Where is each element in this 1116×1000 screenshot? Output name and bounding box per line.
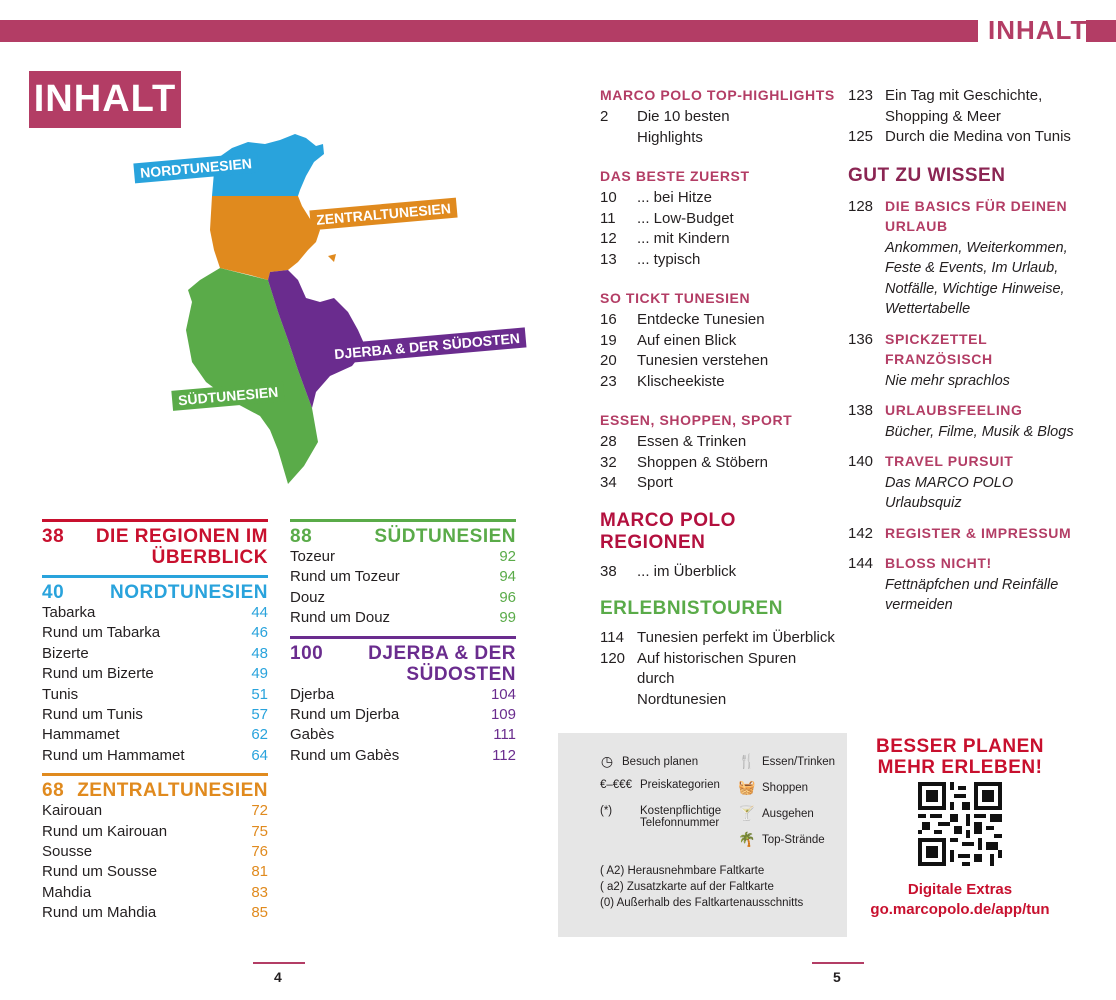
toc-entry[interactable]: Rund um Gabès: [290, 746, 400, 764]
promo-heading: BESSER PLANEN MEHR ERLEBEN!: [875, 736, 1045, 778]
running-head: INHALT: [988, 15, 1088, 45]
promo-extras: Digitale Extras: [907, 881, 1013, 898]
toc-page: 46: [251, 624, 268, 642]
toc-page: 44: [251, 604, 268, 621]
toc-page: 76: [251, 843, 268, 861]
group-page: 40: [42, 582, 65, 603]
toc-entry[interactable]: Mahdia: [42, 883, 92, 901]
toc-entry[interactable]: ... bei Hitze: [637, 189, 713, 206]
page-number-right: 5: [833, 969, 841, 985]
map-label-zentral: ZENTRALTUNESIEN: [309, 198, 457, 231]
section-title: MARCO POLO REGIONEN: [600, 509, 736, 553]
toc-entry[interactable]: Rund um Douz: [290, 609, 391, 627]
toc-page: 16: [600, 311, 617, 328]
toc-entry[interactable]: ... typisch: [637, 250, 701, 268]
toc-entry[interactable]: Sousse: [42, 843, 93, 861]
basket-icon: 🧺: [738, 779, 756, 795]
footer-rule-left: [253, 962, 305, 964]
section-title: DAS BESTE ZUERST: [600, 168, 750, 184]
toc-entry[interactable]: URLAUBSFEELING Bücher, Filme, Musik & Blogs: [885, 402, 1074, 440]
footer-rule-right: [812, 962, 864, 964]
toc-page: 85: [251, 904, 268, 922]
group-title: NORDTUNESIEN: [109, 582, 268, 603]
map-label-djerba: DJERBA & DER SÜDOSTEN: [328, 327, 527, 364]
toc-page: 99: [499, 609, 516, 627]
toc-page: 38: [600, 562, 617, 580]
map-label-nord: NORDTUNESIEN: [133, 153, 258, 184]
toc-entry[interactable]: Tabarka: [42, 604, 96, 621]
toc-page: 28: [600, 433, 617, 450]
divider: [42, 519, 268, 522]
toc-page: 120: [600, 649, 626, 667]
toc-entry[interactable]: Rund um Djerba: [290, 706, 400, 724]
toc-entry[interactable]: Shoppen & Stöbern: [637, 453, 768, 471]
toc-page: 51: [251, 685, 268, 703]
toc-entry[interactable]: Ein Tag mit Geschichte, Shopping & Meer: [885, 87, 1043, 125]
toc-entry[interactable]: ... mit Kindern: [637, 230, 730, 247]
toc-entry[interactable]: Tunesien perfekt im Überblick: [637, 629, 835, 646]
toc-page: 104: [490, 685, 516, 703]
map-label-sued: SÜDTUNESIEN: [171, 381, 285, 411]
legend-text: Kostenpflichtige Telefonnummer: [640, 805, 722, 829]
legend-notes: ( A2) Herausnehmbare Faltkarte ( a2) Zusatzkarte auf der Faltkarte (0) Außerhalb des Faltkartenausschnitts: [600, 865, 804, 909]
toc-page: 111: [493, 726, 516, 744]
toc-page: 138: [848, 402, 874, 419]
toc-page: 13: [600, 250, 617, 268]
legend-symbol: €–€€€: [600, 779, 632, 791]
toc-entry[interactable]: BLOSS NICHT! Fettnäpfchen und Reinfälle vermeiden: [885, 555, 1059, 613]
tunisia-map: [120, 130, 510, 490]
toc-entry[interactable]: Rund um Hammamet: [42, 746, 185, 764]
cocktail-icon: 🍸: [738, 805, 756, 821]
toc-page: 48: [251, 644, 268, 662]
section-title: SO TICKT TUNESIEN: [600, 290, 751, 306]
toc-entry[interactable]: Tunis: [42, 685, 79, 703]
toc-entry[interactable]: Auf historischen Spuren durch Nordtunesien: [637, 649, 797, 708]
legend-text: Preiskategorien: [640, 779, 720, 791]
toc-entry[interactable]: Hammamet: [42, 726, 120, 744]
divider: [290, 636, 516, 639]
group-title: ZENTRALTUNESIEN: [77, 780, 268, 802]
group-page: 88: [290, 526, 313, 547]
palm-icon: 🌴: [738, 831, 756, 847]
toc-entry[interactable]: Klischeekiste: [637, 372, 725, 390]
toc-entry[interactable]: ... Low-Budget: [637, 209, 734, 227]
toc-page: 32: [600, 453, 617, 471]
group-title: DIE REGIONEN IM ÜBERBLICK: [95, 526, 268, 568]
toc-page: 109: [490, 706, 516, 724]
toc-page: 94: [499, 568, 516, 586]
group-page: 100: [290, 642, 324, 664]
toc-entry[interactable]: Essen & Trinken: [637, 433, 747, 450]
group-page: 38: [42, 526, 65, 547]
page-number-left: 4: [274, 969, 282, 985]
toc-page: 123: [848, 87, 874, 104]
toc-entry[interactable]: Rund um Tozeur: [290, 568, 400, 586]
toc-page: 49: [251, 665, 268, 683]
qr-code[interactable]: [918, 782, 1002, 866]
toc-group-sued: [290, 519, 516, 629]
toc-entry[interactable]: Entdecke Tunesien: [637, 311, 765, 328]
promo-url[interactable]: go.marcopolo.de/app/tun: [870, 901, 1050, 918]
toc-column-regions-1: [42, 519, 268, 931]
toc-page: 34: [600, 474, 617, 491]
toc-entry[interactable]: Auf einen Blick: [637, 331, 737, 349]
toc-entry[interactable]: Rund um Sousse: [42, 863, 158, 881]
toc-page: 20: [600, 352, 617, 369]
toc-group-nord: [42, 575, 268, 766]
toc-page: 136: [848, 330, 874, 348]
toc-page: 140: [848, 453, 874, 470]
group-title: SÜDTUNESIEN: [374, 526, 516, 547]
toc-page: 23: [600, 372, 617, 390]
section-title: GUT ZU WISSEN: [848, 164, 1006, 186]
toc-entry[interactable]: Kairouan: [42, 802, 103, 820]
toc-entry[interactable]: Sport: [637, 474, 673, 491]
toc-page: 83: [251, 883, 268, 901]
toc-page: 81: [251, 863, 268, 881]
map-region-zentral: [210, 196, 320, 280]
toc-page: 62: [251, 726, 268, 744]
divider: [290, 519, 516, 522]
group-title: DJERBA & DER SÜDOSTEN: [368, 642, 516, 685]
toc-page: 57: [251, 706, 268, 724]
toc-entry[interactable]: Djerba: [290, 685, 335, 703]
toc-page: 112: [492, 746, 516, 764]
legend-box: [558, 733, 847, 937]
toc-page: 64: [251, 746, 268, 764]
toc-page: 12: [600, 230, 617, 247]
divider: [42, 575, 268, 578]
toc-page: 96: [499, 588, 516, 606]
toc-column-sections: [600, 86, 835, 710]
divider: [42, 773, 268, 776]
toc-page: 125: [848, 128, 874, 145]
legend-text: Essen/Trinken: [762, 755, 836, 768]
toc-column-info: [848, 86, 1088, 616]
toc-page: 2: [600, 108, 609, 125]
legend-text: Shoppen: [762, 781, 809, 794]
toc-group-djerba: [290, 636, 516, 767]
legend-symbol: (*): [600, 805, 613, 817]
toc-group-zentral: [42, 773, 268, 923]
toc-entry[interactable]: Douz: [290, 588, 326, 606]
section-title: ERLEBNISTOUREN: [600, 598, 783, 619]
toc-page: 144: [848, 555, 874, 572]
promo-footer: [850, 880, 1070, 920]
toc-page: 92: [499, 548, 516, 565]
toc-page: 11: [600, 209, 616, 227]
toc-entry[interactable]: Tunesien verstehen: [637, 352, 769, 369]
toc-entry[interactable]: Gabès: [290, 726, 335, 744]
page-title: INHALT: [29, 71, 181, 128]
toc-entry[interactable]: Durch die Medina von Tunis: [885, 128, 1071, 145]
legend-text: Besuch planen: [622, 755, 699, 768]
toc-page: 10: [600, 189, 617, 206]
toc-entry[interactable]: TRAVEL PURSUIT Das MARCO POLO Urlaubsquiz: [885, 453, 1014, 511]
legend-text: Ausgehen: [762, 807, 814, 820]
toc-column-regions-2: [290, 519, 516, 773]
toc-page: 72: [251, 802, 268, 820]
toc-entry[interactable]: Tozeur: [290, 548, 336, 565]
toc-page: 75: [251, 822, 268, 840]
toc-page: 128: [848, 197, 874, 215]
toc-entry[interactable]: Rund um Tabarka: [42, 624, 161, 642]
toc-entry[interactable]: Bizerte: [42, 644, 89, 662]
toc-entry[interactable]: SPICKZETTEL FRANZÖSISCH Nie mehr sprachlos: [885, 330, 1010, 389]
toc-entry[interactable]: Rund um Mahdia: [42, 904, 157, 922]
header-bar-end: [1086, 20, 1116, 42]
toc-page: 114: [600, 629, 624, 646]
header-bar: [0, 20, 978, 42]
section-title: MARCO POLO TOP-HIGHLIGHTS: [600, 87, 835, 103]
section-title: ESSEN, SHOPPEN, SPORT: [600, 412, 793, 428]
toc-group-ueberblick: [42, 519, 268, 568]
toc-entry[interactable]: Rund um Bizerte: [42, 665, 154, 683]
toc-entry[interactable]: Die 10 besten Highlights: [637, 108, 730, 146]
group-page: 68: [42, 780, 65, 802]
clock-icon: ◷: [600, 753, 614, 769]
toc-page: 142: [848, 524, 874, 542]
toc-entry[interactable]: DIE BASICS FÜR DEINEN URLAUB Ankommen, Weiterkommen, Feste & Events, Im Urlaub, Notfälle, Wichtige Hinweise, Wettertabelle: [885, 197, 1068, 317]
toc-entry[interactable]: REGISTER & IMPRESSUM: [885, 524, 1072, 541]
legend-text: Top-Strände: [762, 833, 825, 846]
toc-entry[interactable]: Rund um Kairouan: [42, 822, 168, 840]
toc-page: 19: [600, 331, 617, 349]
cutlery-icon: 🍴: [738, 753, 756, 769]
toc-entry[interactable]: Rund um Tunis: [42, 706, 143, 724]
toc-entry[interactable]: ... im Überblick: [637, 562, 737, 580]
